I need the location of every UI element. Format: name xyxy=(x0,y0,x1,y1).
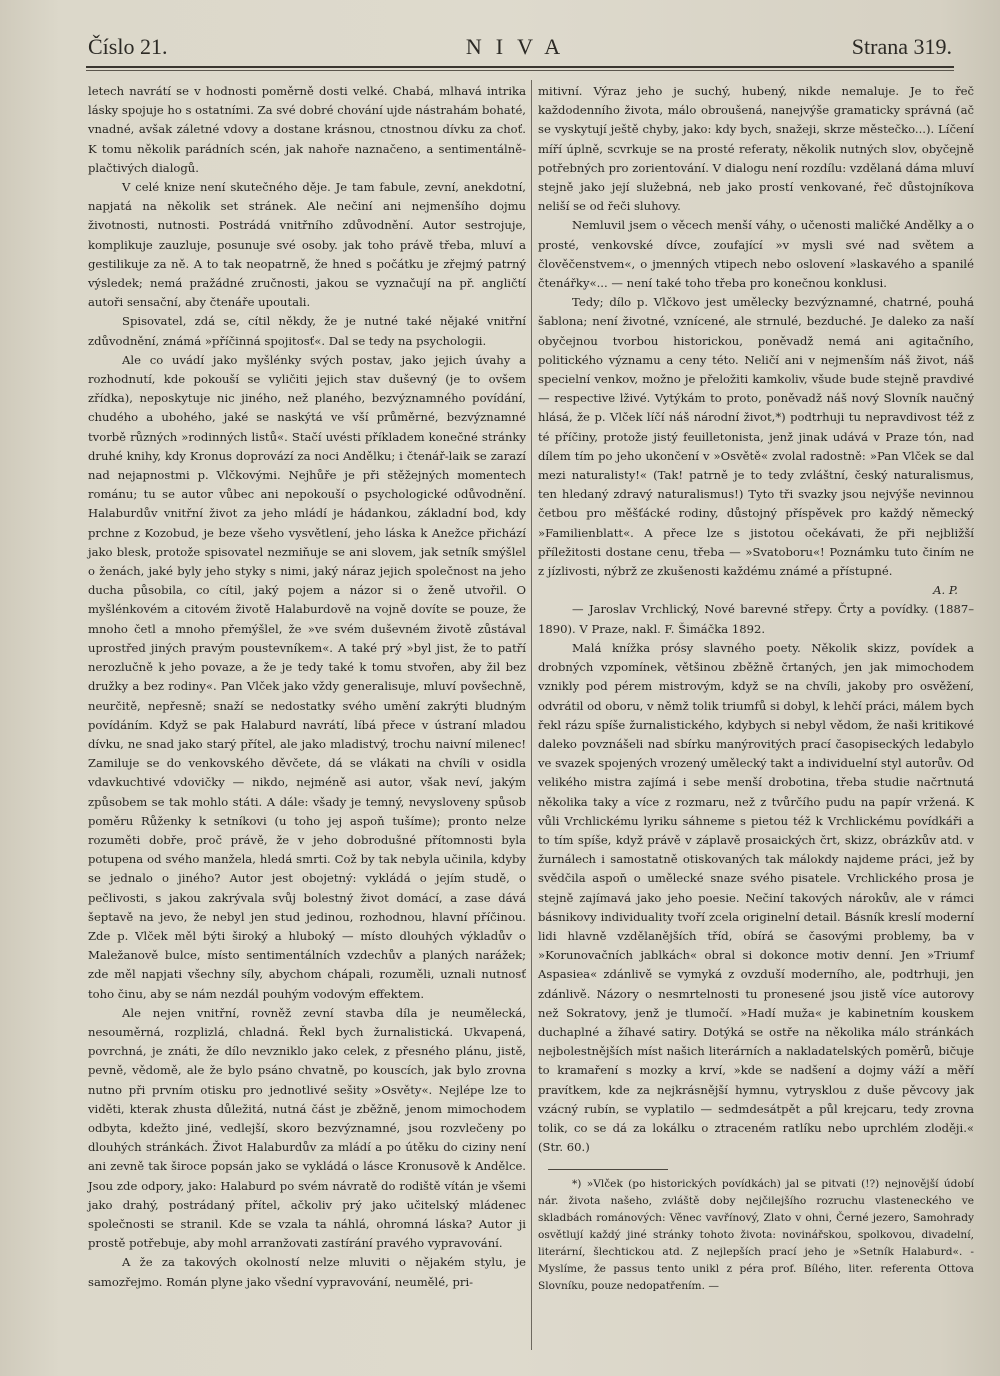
footnote-rule xyxy=(548,1169,668,1170)
paragraph: Nemluvil jsem o věcech menší váhy, o učenosti maličké Andělky a o prosté, venkovské dívce, zoufající »v mysli své nad světem a člověčenstvem«, o jmenných vtipech nebo oslovení »laskavého a spanilé čtenářky«... — není také toho třeba pro konečnou konklusi. xyxy=(538,218,974,291)
header-rule xyxy=(86,66,954,68)
column-divider xyxy=(531,80,532,1350)
paragraph: V celé knize není skutečného děje. Je tam fabule, zevní, anekdotní, napjatá na několik set stránek. Ale nečiní ani nejmenšího dojmu životnosti, nutnosti. Postrádá vnitřního zdůvodnění. Autor sestrojuje, komplikuje zauzluje, posunuje své osoby. jak toho právě třeba, mluví a gestilikuje za ně. A to tak neopatrně, že hned s počátku je zřejmý patrný výsledek; nemá pražádné zručnosti, jakou se vyznačují na př. angličtí autoři sensační, aby čtenáře upoutali. xyxy=(88,180,526,310)
paragraph: Malá knížka prósy slavného poety. Několik skizz, povídek a drobných vzpomínek, většinou zběžně črtaných, jen jak mimochodem vznikly pod pérem mistrovým, když se na chvíli, jakoby pro osvěžení, odvrátil od oboru, v němž tolik triumfů si dobyl, k lehčí práci, málem bych řekl rázu spíše žurnalistického, kdybych si nebyl vědom, že naši kritikové daleko povznášeli nad sbírku manýrovitých prací časopiseckých ledabylo ve svazek spojených vrozený umělecký takt a individuelní styl autorův. Od velikého mistra zajímá i sebe menší drobotina, třeba studie načrtnutá několika taky a více z rozmaru, než z tvůrčího pudu na papír vržená. K vůli Vrchlickému lyriku sáhneme s pietou též k Vrchlickému povídkáři a to tím spíše, když právě v záplavě prosaických črt, skizz, obrázkův atd. v žurnálech i samostatně otiskovaných tak málokdy najdeme práci, jež by svědčila aspoň o umělecké snaze svého pisatele. Vrchlického prosa je stejně zajímavá jako jeho poesie. Nečiní takových nárokův, ale v rámci básnikovy individuality tvoří zcela originelní detail. Básník kreslí moderní lidi hlavně vzdělanějších tříd, obírá se časovými problemy, ba v »Korunovačních jablkách« obral si dokonce motiv denní. Jen »Triumf Aspasiea« zdánlivě se vymyká z ovzduší moderního, ale, podtrhuji, jen zdánlivě. Názory o nesmrtelnosti tu pronesené jsou jistě více autorovy než Sokratovy, jenž je tlumočí. »Hadí muža« je kabinetním kouskem duchaplné a žíhavé satiry. Dotýká se ostře na několika málo stránkách nejbolestnějších míst našich literárních a nakladatelských poměrů, bičuje to kramaření s mozky a krví, »kde se nadšení a dojmy váží a měří pravítkem, kde za nejkrásnější hymnu, vytrysklou z duše pěvcovy jak vzácný rubín, se vyplatilo — sedmdesátpět a půl krejcaru, tedy zrovna tolik, co se dá za lokálku o ztraceném ratlíku nebo uprchlém zloději.« (Str. 60.) xyxy=(538,640,974,1155)
page-header xyxy=(88,34,952,64)
page-number: Strana 319. xyxy=(851,34,952,59)
review-heading: — Jaroslav Vrchlický, Nové barevné střepy. Črty a povídky. (1887–1890). V Praze, nakl. F. Šimáčka 1892. xyxy=(538,602,974,636)
paragraph: Tedy; dílo p. Vlčkovo jest umělecky bezvýznamné, chatrné, pouhá šablona; není životné, vznícené, ale strnulé, bezduché. Je daleko za naší obyčejnou tvorbou historickou, poněvadž nemá ani agitačního, politického významu a ceny této. Neličí ani v nejmenším náš život, náš specielní venkov, možno je přeložiti kamkoliv, všude bude stejně pravdivé — respective lživé. Vytýkám to proto, poněvadž náš nový Slovník naučný hlásá, že p. Vlček líčí náš národní život,*) podtrhuji tu nepravdivost též z té příčiny, protože jistý feuilletonista, jenž jinak udává v Praze tón, nad dílem tím po jeho ukončení v »Osvětě« zvolal radostně: »Pan Vlček se dal mezi naturalisty!« (Tak! patrně je to tedy zvláštní, český naturalismus, ten hledaný zdravý naturalismus!) Tyto tři svazky jsou nejvýše nevinnou četbou pro měšťácké rodiny, důstojný příspěvek pro každý německý »Familienblatt«. A přece lze s jistotou očekávati, že při nejbližší příležitosti dostane cenu, třeba — »Svatoboru«! Poznámku tuto činím ne z jízlivosti, nýbrž ze zkušenosti každému známé a přístupné. xyxy=(538,295,974,579)
paragraph: A že za takových okolností nelze mluviti o nějakém stylu, je samozřejmo. Román plyne jako všední vypravování, neumělé, pri- xyxy=(88,1255,526,1289)
paragraph: letech navrátí se v hodnosti poměrně dosti velké. Chabá, mlhavá intrika lásky spojuje ho s ostatními. Za své dobré chování ujde nástrahám bohaté, vnadné, avšak záletné vdovy a dostane krásnou, ctnostnou dívku za choť. K tomu několik parádních scén, jak nahoře naznačeno, a sentimentálně-plačtivých dialogů. xyxy=(88,84,526,175)
paragraph: Ale nejen vnitřní, rovněž zevní stavba díla je neumělecká, nesouměrná, rozplizlá, chladná. Řekl bych žurnalistická. Ukvapená, povrchná, je znáti, že dílo nevzniklo jako celek, z přesného plánu, jistě, pevně, vědomě, ale že bylo psáno chvatně, po kouscích, jak bylo zrovna nutno při prvním otisku pro jednotlivé sešity »Osvěty«. Nejlépe lze to viděti, kterak zhusta důležitá, nutná část je zběžně, jenom mimochodem odbyta, kdežto jiné, vedlejší, skoro bezvýznamné, jsou rozvlečeny po dlouhých stránkách. Život Halaburdův za mládí a po útěku do ciziny není ani zevně tak široce popsán jako se vykládá o lásce Kronusově k Andělce. Jsou zde odpory, jako: Halaburd po svém návratě do rodiště vítán je všemi jako drahý, postrádaný přítel, ačkoliv prý jako učitelský mládenec společnosti se stranil. Kde se vzala ta náhlá, ohromná láska? Autor ji prostě potřebuje, aby mohl arranžovati zastírání pravého vypravování. xyxy=(88,1005,526,1251)
paragraph: Ale co uvádí jako myšlénky svých postav, jako jejich úvahy a rozhodnutí, kde pokouší se vyličiti jejich stav duševný (je to ovšem zřídka), neposkytuje nic jiného, než planého, bezvýznamného povídání, chudého a ubohého, jaké se naskýtá ve vší průměrné, bezvýznamné tvorbě různých »rodinných listů«. Stačí uvésti příkladem konečné stránky druhé knihy, kdy Kronus doprovází za noci Andělku; i čtenář-laik se zarazí nad nejapnostmi p. Vlčkovými. Nejhůře je při stěžejných momentech románu; tu se autor vůbec ani nepokouší o psychologické odůvodnění. Halaburdův vnitřní život za jeho mládí je hádankou, základní bod, kdy prchne z Kozobud, je beze všeho vysvětlení, jeho láska k Anežce přichází jako blesk, protože spisovatel nezmiňuje se ani slovem, jak setník smýšlel o ženách, jaké byly jeho styky s nimi, jaký náraz jejich společnost na jeho ducha působila, co cítil, jaký pojem a názor si o ženě utvořil. O myšlénkovém a citovém životě Halaburdově na vojně dovíte se pouze, že mnoho četl a mnoho přemýšlel, že »ve svém duševném životě zůstával uprostřed jiných pravým poustevníkem«. A také prý »byl jist, že to patří nerozlučně k jeho povaze, a že je tedy také k tomu stvořen, aby žil bez družky a bez rodiny«. Pan Vlček jako vždy generalisuje, mluví povšechně, neurčitě, nepřesně; snaží se nedostatky svého umění zakrýti bludným povídáním. Když se pak Halaburd navrátí, líbá přece v ústraní mladou dívku, ne snad jako starý přítel, ale jako mladistvý, trochu naivní milenec! Zamiluje se do venkovského děvčete, dá se vlákati na chvíli v osidla vdavkuchtivé vdovičky — nikdo, nejméně asi autor, však neví, jakým způsobem se tak mohlo státi. A dále: všady je temný, nevysloveny spůsob poměru Růženky k setníkovi (u toho jej aspoň tušíme); pronto nelze rozuměti dobře, proč právě, že v jeho dobrodušné přítomnosti byla potupena od svého manžela, hledá smrti. Což by tak nebyla učinila, kdyby se jednalo o jiného? Autor jest obojetný: vykládá o jejím studě, o pečlivosti, s jakou zakrývala svůj bolestný život domácí, a zase dává šeptavě na jevo, že nebyl jen stud jedinou, rozhodnou, hlavní příčinou. Zde p. Vlček měl býti široký a hluboký — místo dlouhých výkladův o Maležanově bulce, místo sentimentálních vzdechův a planých narážek; zde měl napjati všechny síly, abychom chápali, rozuměli, uznali nutnosť toho činu, aby se nám nezdál pouhým vodovým effektem. xyxy=(88,352,526,1001)
paragraph: mitivní. Výraz jeho je suchý, hubený, nikde nemaluje. Je to řeč každodenního života, málo obroušená, nanejvýše gramaticky správná (ač se vyskytují ještě chyby, jako: kdy bych, snažeji, skrze městečko...). Líčení míří úplně, scvrkuje se na prosté referaty, několik nutných slov, obyčejně potřebných pro zorientování. V dialogu není rozdílu: vzdělaná dáma mluví stejně jako její služebná, neb jako prostí venkované, řeč důstojníkova neliší se od řeči sluhovy. xyxy=(538,84,974,214)
left-column xyxy=(88,82,526,1292)
right-column xyxy=(538,82,974,1295)
issue-number: Číslo 21. xyxy=(88,34,168,59)
author-signature: A. P. xyxy=(933,583,958,598)
header-rule-thin xyxy=(86,70,954,71)
footnote: *) »Vlček (po historických povídkách) jal se pitvati (!?) nejnovější údobí nár. života našeho, zvláště doby nejčilejšího rozruchu vlasteneckého ve skladbách románových: Věnec vavřínový, Zlato v ohni, Černé jezero, Samohrady osvětlují každý jiné stránky tohoto života: novinářskou, spolkovou, divadelní, literární, šlechtickou atd. Z nejlepších prací jeho je »Setník Halaburd«. - Myslíme, že passus tento unikl z péra prof. Bílého, liter. referenta Ottova Slovníku, pouze nedopatřením. — xyxy=(538,1178,974,1293)
paragraph: Spisovatel, zdá se, cítil někdy, že je nutné také nějaké vnitřní zdůvodnění, známá »příčinná spojitosť«. Dal se tedy na psychologii. xyxy=(88,314,526,348)
magazine-title: NIVA xyxy=(465,34,575,59)
